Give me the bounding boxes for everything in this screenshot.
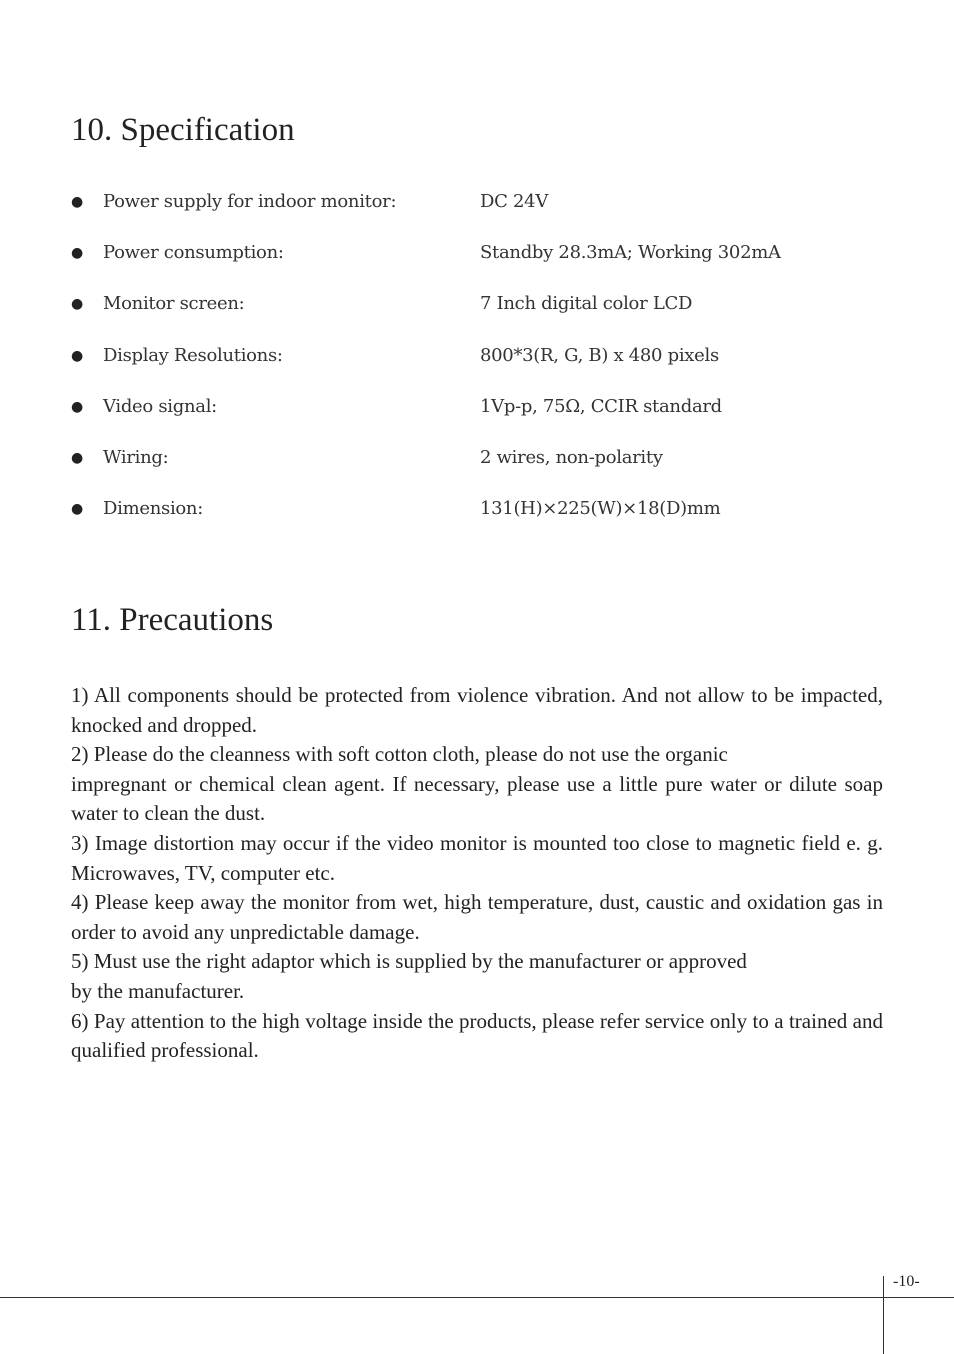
precaution-item: by the manufacturer. [71,978,245,1003]
spec-value: DC 24V [480,191,549,212]
bullet-icon: ● [71,501,84,518]
spec-value: 1Vp-p, 75Ω, CCIR standard [480,395,722,417]
spec-label: Video signal: [103,395,217,417]
spec-value: 7 Inch digital color LCD [480,293,693,315]
precaution-item: 1) All components should be protected from violence vibration. And not allow to be impacted, knocked and dropped. [71,683,883,737]
spec-label: Power supply for indoor monitor: [103,191,397,212]
specification-heading: 10. Specification [71,112,295,148]
spec-value: 131(H)×225(W)×18(D)mm [480,498,721,520]
bullet-icon: ● [71,347,84,364]
spec-item-wiring [71,442,891,493]
spec-value: 800*3(R, G, B) x 480 pixels [480,344,719,366]
precautions-body [71,681,883,1066]
spec-item-monitor-screen [71,288,891,339]
bullet-icon: ● [71,296,84,313]
bullet-icon: ● [71,194,84,210]
spec-item-dimension [71,493,891,544]
precautions-heading: 11. Precautions [71,602,274,638]
spec-label: Dimension: [103,498,203,520]
precaution-item: 5) Must use the right adaptor which is supplied by the manufacturer or approved [71,949,747,974]
spec-label: Wiring: [103,446,169,468]
precaution-item: 2) Please do the cleanness with soft cotton cloth, please do not use the organic [71,742,728,767]
footer-horizontal-rule [0,1297,954,1298]
spec-item-power-consumption [71,237,891,288]
precaution-item: 4) Please keep away the monitor from wet, high temperature, dust, caustic and oxidation gas in order to avoid any unpredictable damage. [71,890,883,944]
spec-label: Display Resolutions: [103,344,283,366]
specification-list [71,186,891,544]
spec-label: Power consumption: [103,242,284,264]
spec-label: Monitor screen: [103,293,245,315]
spec-item-power-supply [71,186,891,237]
page-number: -10- [893,1273,920,1290]
spec-item-display-resolutions [71,340,891,391]
bullet-icon: ● [71,245,84,262]
spec-value: Standby 28.3mA; Working 302mA [480,242,781,264]
bullet-icon: ● [71,398,84,415]
bullet-icon: ● [71,449,84,466]
footer-vertical-rule [883,1276,884,1354]
precaution-item: 6) Pay attention to the high voltage inside the products, please refer service only to a trained and qualified professional. [71,1008,883,1063]
spec-value: 2 wires, non-polarity [480,446,663,468]
spec-item-video-signal [71,391,891,442]
precaution-item: impregnant or chemical clean agent. If necessary, please use a little pure water or dilute soap water to clean the dust. [71,771,883,826]
precaution-item: 3) Image distortion may occur if the video monitor is mounted too close to magnetic field e. g. Microwaves, TV, computer etc. [71,830,883,885]
